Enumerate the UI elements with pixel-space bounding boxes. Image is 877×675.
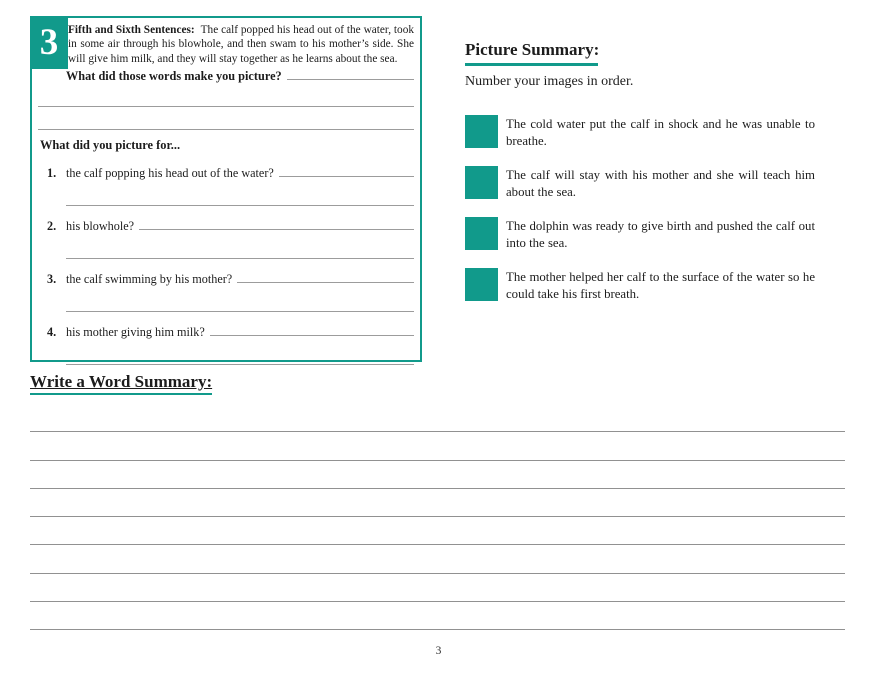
picture-for-heading: What did you picture for...	[40, 137, 181, 152]
writing-line	[30, 461, 845, 489]
question-number: 3.	[47, 271, 57, 286]
writing-line	[30, 545, 845, 573]
order-number-box	[465, 115, 498, 148]
exercise-box	[30, 16, 422, 362]
answer-line	[66, 181, 414, 206]
teal-underline-rule	[465, 63, 598, 66]
answer-line	[66, 340, 414, 365]
summary-item-2	[465, 166, 817, 200]
answer-line	[38, 84, 414, 107]
question-item-1	[47, 165, 414, 181]
summary-item-text: The dolphin was ready to give birth and pushed the calf out into the sea.	[506, 219, 815, 250]
sentences-text: The calf popped his head out of the water, took in some air through his blowhole, and then swam to his mother’s side. She will give him milk, and they will stay together as he learns about the sea.	[68, 24, 414, 65]
picture-summary-section	[465, 40, 817, 302]
question-number: 1.	[47, 165, 57, 180]
inline-answer-blank	[237, 282, 414, 283]
writing-line	[30, 602, 845, 630]
question-number: 4.	[47, 324, 57, 339]
question-label: the calf popping his head out of the water?	[66, 165, 274, 180]
inline-answer-blank	[279, 176, 414, 177]
section-number-badge: 3	[30, 16, 68, 69]
order-number-box	[465, 268, 498, 301]
writing-line	[30, 574, 845, 602]
answer-line	[38, 107, 414, 130]
sentences-paragraph	[68, 23, 414, 66]
writing-line	[30, 404, 845, 432]
summary-item-4	[465, 268, 817, 302]
inline-answer-blank	[287, 79, 414, 80]
question-label: his blowhole?	[66, 218, 135, 233]
question-number: 2.	[47, 218, 57, 233]
picture-summary-title: Picture Summary:	[465, 40, 600, 59]
summary-item-text: The calf will stay with his mother and she will teach him about the sea.	[506, 168, 815, 199]
writing-line	[30, 489, 845, 517]
inline-answer-blank	[139, 229, 414, 230]
sentences-label: Fifth and Sixth Sentences:	[68, 24, 195, 36]
answer-line	[66, 287, 414, 312]
answer-line	[66, 234, 414, 259]
writing-line	[30, 517, 845, 545]
picture-question-row	[66, 69, 414, 84]
question-label: the calf swimming by his mother?	[66, 271, 233, 286]
inline-answer-blank	[210, 335, 414, 336]
page-number: 3	[435, 645, 442, 657]
picture-summary-instruction: Number your images in order.	[465, 74, 634, 89]
question-label: his mother giving him milk?	[66, 324, 205, 339]
summary-item-3	[465, 217, 817, 251]
order-number-box	[465, 166, 498, 199]
writing-lines	[30, 404, 845, 630]
question-item-4	[47, 324, 414, 340]
summary-item-1	[465, 115, 817, 149]
question-item-3	[47, 271, 414, 287]
word-summary-heading: Write a Word Summary:	[30, 372, 212, 395]
summary-item-text: The cold water put the calf in shock and he was unable to breathe.	[506, 117, 815, 148]
question-item-2	[47, 218, 414, 234]
picture-question: What did those words make you picture?	[66, 68, 282, 83]
writing-line	[30, 432, 845, 460]
summary-item-text: The mother helped her calf to the surface of the water so he could take his first breath.	[506, 270, 815, 301]
order-number-box	[465, 217, 498, 250]
